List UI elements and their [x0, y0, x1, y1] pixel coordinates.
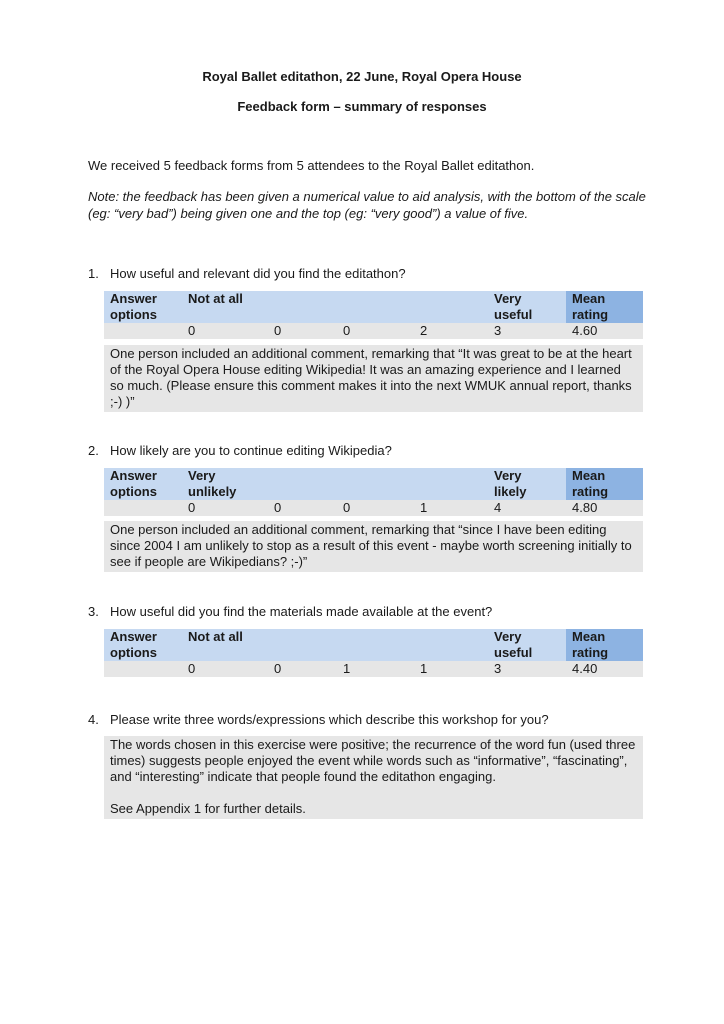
- scale-low-label: Very unlikely: [188, 468, 237, 499]
- document-subtitle: Feedback form – summary of responses: [237, 99, 487, 114]
- count-cell: 0: [274, 500, 282, 515]
- scale-low-label: Not at all: [188, 629, 243, 644]
- question-number: 1.: [88, 266, 99, 281]
- rating-header-row: [104, 468, 643, 500]
- scale-high-label: Very useful: [494, 291, 533, 322]
- question-text: How likely are you to continue editing Wikipedia?: [110, 443, 392, 458]
- scale-high-label: Very likely: [494, 468, 527, 499]
- comment-box-2: [104, 521, 643, 572]
- intro-text: We received 5 feedback forms from 5 attendees to the Royal Ballet editathon.: [88, 158, 535, 173]
- mean-value: 4.40: [572, 661, 598, 676]
- rating-header-row: [104, 291, 643, 323]
- mean-value: 4.60: [572, 323, 598, 338]
- appendix-reference: See Appendix 1 for further details.: [110, 801, 306, 816]
- count-cell: 1: [343, 661, 351, 676]
- count-cell: 4: [494, 500, 502, 515]
- rating-table-3: [104, 629, 643, 677]
- question-1: [88, 266, 406, 281]
- count-cell: 3: [494, 323, 502, 338]
- count-cell: 3: [494, 661, 502, 676]
- question-number: 2.: [88, 443, 99, 458]
- rating-values-row: [104, 500, 643, 516]
- count-cell: 1: [420, 661, 428, 676]
- summary-box-4: [104, 736, 643, 819]
- mean-rating-label: Mean rating: [572, 291, 609, 322]
- count-cell: 1: [420, 500, 428, 515]
- answer-options-label: Answer options: [110, 291, 157, 322]
- comment-text: One person included an additional comment, remarking that “It was great to be at the heart of the Royal Opera House editing Wikipedia! It was an amazing experience and I learned so much. (Please ensure this comment makes it into the next WMUK annual report, thanks ;-) )”: [110, 346, 632, 409]
- question-2: [88, 443, 392, 458]
- answer-options-label: Answer options: [110, 629, 157, 660]
- count-cell: 0: [274, 323, 282, 338]
- count-cell: 0: [188, 661, 196, 676]
- scale-high-label: Very useful: [494, 629, 533, 660]
- count-cell: 0: [343, 323, 351, 338]
- question-text: How useful did you find the materials made available at the event?: [110, 604, 493, 619]
- question-number: 3.: [88, 604, 99, 619]
- count-cell: 0: [188, 500, 196, 515]
- mean-rating-label: Mean rating: [572, 468, 609, 499]
- rating-table-1: [104, 291, 643, 339]
- count-cell: 0: [274, 661, 282, 676]
- question-text: Please write three words/expressions which describe this workshop for you?: [110, 712, 549, 727]
- mean-value: 4.80: [572, 500, 598, 515]
- document-title: Royal Ballet editathon, 22 June, Royal Opera House: [202, 69, 522, 84]
- count-cell: 2: [420, 323, 428, 338]
- note-text: Note: the feedback has been given a numerical value to aid analysis, with the bottom of the scale (eg: “very bad”) being given one and the top (eg: “very good”) a value of five.: [88, 189, 646, 221]
- summary-text: The words chosen in this exercise were positive; the recurrence of the word fun (used three times) suggests people enjoyed the event while words such as “informative”, “fascinating”, and “interesting” indicate that people found the editathon engaging.: [110, 737, 636, 784]
- count-cell: 0: [343, 500, 351, 515]
- rating-values-row: [104, 661, 643, 677]
- question-3: [88, 604, 492, 619]
- comment-text: One person included an additional comment, remarking that “since I have been editing since 2004 I am unlikely to stop as a result of this event - maybe worth screening initially to see if people are Wikipedians? ;-)”: [110, 522, 632, 569]
- mean-rating-label: Mean rating: [572, 629, 609, 660]
- scale-low-label: Not at all: [188, 291, 243, 306]
- question-4: [88, 712, 549, 727]
- rating-table-2: [104, 468, 643, 516]
- rating-values-row: [104, 323, 643, 339]
- rating-header-row: [104, 629, 643, 661]
- answer-options-label: Answer options: [110, 468, 157, 499]
- count-cell: 0: [188, 323, 196, 338]
- question-text: How useful and relevant did you find the editathon?: [110, 266, 406, 281]
- comment-box-1: [104, 345, 643, 412]
- question-number: 4.: [88, 712, 99, 727]
